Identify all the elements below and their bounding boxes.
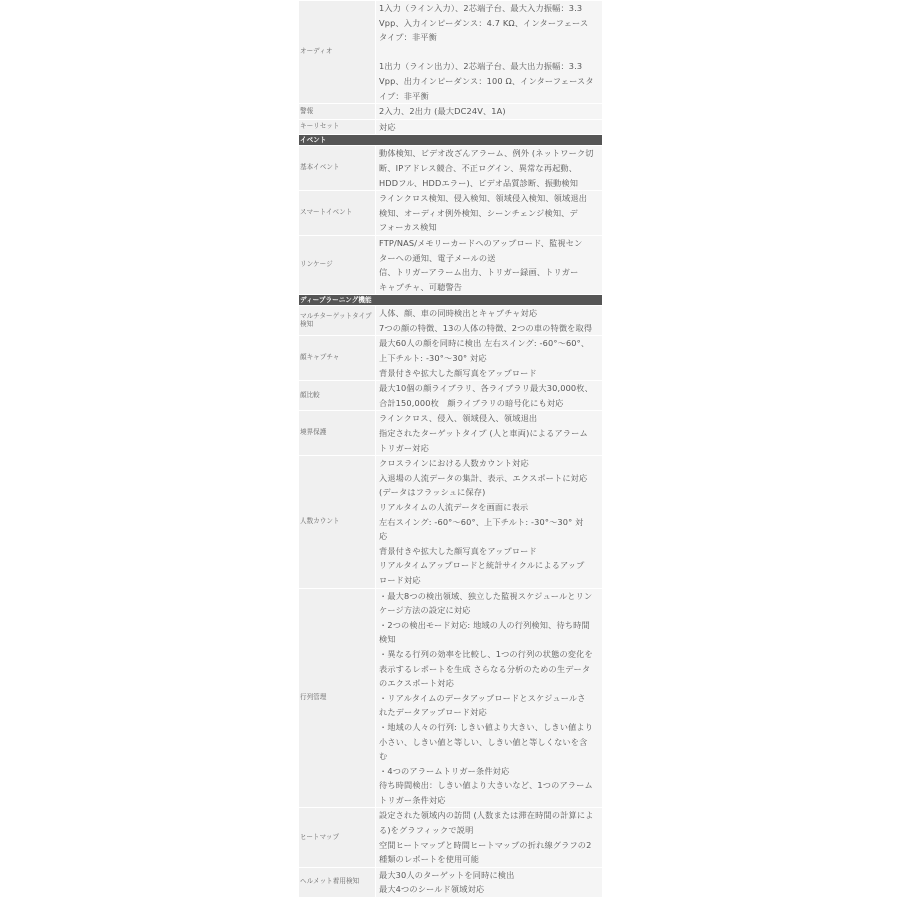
spec-table <box>298 0 603 898</box>
spec-value-gap <box>379 45 599 60</box>
spec-value-line: 小さい、しきい値と等しい、しきい値と等しくないを含 <box>379 736 588 747</box>
spec-row <box>299 104 603 120</box>
spec-value <box>376 411 603 456</box>
spec-value <box>376 336 603 381</box>
spec-value <box>376 867 603 897</box>
spec-value <box>376 1 603 104</box>
spec-value-line: ・2つの検出モード対応: 地域の人の行列検知、待ち時間 <box>379 619 590 630</box>
spec-label: 顔比較 <box>299 381 376 411</box>
spec-row <box>299 306 603 336</box>
spec-value-line: ターへの通知、電子メールの送 <box>379 252 496 263</box>
spec-value-line: ロード対応 <box>379 574 421 585</box>
spec-value-line: ・4つのアラームトリガー条件対応 <box>379 765 510 776</box>
spec-value-line: 最大60人の顔を同時に検出 左右スイング: -60°～60°、 <box>379 338 590 349</box>
spec-value-line: 人体、顔、車の同時検出とキャプチャ対応 <box>379 308 538 319</box>
spec-label: 顔キャプチャ <box>299 336 376 381</box>
spec-value-line: 背景付きや拡大した顔写真をアップロード <box>379 545 537 556</box>
spec-label: ヒートマップ <box>299 808 376 867</box>
spec-value-line: 入退場の人流データの集計、表示、エクスポートに対応 <box>379 472 588 483</box>
spec-value-line: トリガー条件対応 <box>379 794 446 805</box>
spec-value <box>376 235 603 294</box>
spec-value-line: 動体検知、ビデオ改ざんアラーム、例外 (ネットワーク切 <box>379 148 594 159</box>
spec-value-line: 1入力（ライン入力）、2芯端子台、最大入力振幅：3.3 <box>379 3 583 13</box>
spec-table-body <box>299 1 603 898</box>
spec-value-line: キャプチャ、可聴警告 <box>379 281 463 292</box>
spec-label: スマートイベント <box>299 191 376 236</box>
section-header-row <box>299 135 603 146</box>
spec-row <box>299 381 603 411</box>
spec-value-line: タイプ：非平衡 <box>379 32 437 43</box>
spec-value-line: 指定されたターゲットタイプ (人と車両)によるアラーム <box>379 428 588 439</box>
spec-value <box>376 306 603 336</box>
spec-label: 境界保護 <box>299 411 376 456</box>
spec-value <box>376 456 603 588</box>
spec-value-line: 背景付きや拡大した顔写真をアップロード <box>379 367 537 378</box>
spec-row <box>299 588 603 808</box>
spec-row <box>299 411 603 456</box>
spec-row <box>299 191 603 236</box>
spec-value-line: ラインクロス、侵入、領域侵入、領域退出 <box>379 413 538 424</box>
spec-value-line: Vpp、入力インピーダンス：4.7 KΩ、インターフェース <box>379 17 589 28</box>
spec-value-line: 表示するレポートを生成 さらなる分析のための生データ <box>379 663 591 674</box>
spec-label: オーディオ <box>299 1 376 104</box>
section-header: ディープラーニング機能 <box>299 295 603 306</box>
spec-row <box>299 336 603 381</box>
spec-label: リンケージ <box>299 235 376 294</box>
spec-value-line: 空間ヒートマップと時間ヒートマップの折れ線グラフの2 <box>379 839 592 850</box>
spec-row <box>299 808 603 867</box>
spec-value-line: 信、トリガーアラーム出力、トリガー録画、トリガー <box>379 267 579 278</box>
spec-value-line: のエクスポート対応 <box>379 678 454 689</box>
spec-value-line: 検知、オーディオ例外検知、シーンチェンジ検知、デ <box>379 207 578 218</box>
spec-value-line: イプ：非平衡 <box>379 90 429 101</box>
spec-value-line: 待ち時間検出：しきい値より大きいなど、1つのアラーム <box>379 780 593 791</box>
spec-value-line: 最大10個の顔ライブラリ、各ライブラリ最大30,000枚、 <box>379 383 593 394</box>
spec-value-line: フォーカス検知 <box>379 222 437 233</box>
spec-value-line: 応 <box>379 531 388 542</box>
spec-value-line: れたデータアップロード対応 <box>379 707 487 718</box>
spec-value <box>376 191 603 236</box>
spec-value-line: る)をグラフィックで説明 <box>379 825 474 836</box>
spec-label: マルチターゲットタイプ検知 <box>299 306 376 336</box>
spec-value-line: 2入力、2出力 (最大DC24V、1A) <box>379 106 506 117</box>
spec-row <box>299 119 603 135</box>
spec-label: キーリセット <box>299 119 376 135</box>
spec-value-line: トリガー対応 <box>379 442 429 453</box>
spec-label: 基本イベント <box>299 146 376 191</box>
spec-value-line: (データはフラッシュに保存) <box>379 487 486 498</box>
spec-row <box>299 235 603 294</box>
spec-value-line: 対応 <box>379 121 396 132</box>
spec-label: 行列管理 <box>299 588 376 808</box>
spec-value-line: 最大30人のターゲットを同時に検出 <box>379 869 515 880</box>
spec-value-line: Vpp、出力インピーダンス：100 Ω、インターフェースタ <box>379 75 594 86</box>
spec-label: ヘルメット着用検知 <box>299 867 376 897</box>
spec-value-line: HDDフル、HDDエラー)、ビデオ品質診断、振動検知 <box>379 177 579 188</box>
spec-value-line: ・異なる行列の効率を比較し、1つの行列の状態の変化を <box>379 648 593 659</box>
spec-value-line: ラインクロス検知、侵入検知、領域侵入検知、領域退出 <box>379 193 588 204</box>
spec-value <box>376 381 603 411</box>
spec-row <box>299 867 603 897</box>
spec-value <box>376 146 603 191</box>
spec-value-line: 合計150,000枚 顔ライブラリの暗号化にも対応 <box>379 397 564 408</box>
spec-row <box>299 146 603 191</box>
spec-value <box>376 119 603 135</box>
spec-value-line: 最大4つのシールド領域対応 <box>379 884 485 895</box>
spec-label: 警報 <box>299 104 376 120</box>
spec-value-line: 断、IPアドレス競合、不正ログイン、異常な再起動、 <box>379 162 578 173</box>
section-header: イベント <box>299 135 603 146</box>
spec-row <box>299 1 603 104</box>
spec-value-line: ・地域の人々の行列: しきい値より大きい、しきい値より <box>379 721 594 732</box>
spec-value-line: ・リアルタイムのデータアップロードとスケジュールさ <box>379 692 586 703</box>
spec-value-line: 7つの顔の特徴、13の人体の特徴、2つの車の特徴を取得 <box>379 322 593 333</box>
spec-value-line: FTP/NAS/メモリーカードへのアップロード、監視セン <box>379 237 583 248</box>
spec-row <box>299 456 603 588</box>
spec-value-line: 1出力（ライン出力）、2芯端子台、最大出力振幅：3.3 <box>379 61 583 72</box>
spec-value <box>376 588 603 808</box>
section-header-row <box>299 295 603 306</box>
spec-value-line: 種類のレポートを使用可能 <box>379 854 480 865</box>
spec-value-line: ケージ方法の設定に対応 <box>379 605 471 616</box>
spec-value-line: 検知 <box>379 634 396 645</box>
spec-value-line: ・最大8つの検出領域、独立した監視スケジュールとリン <box>379 590 593 601</box>
spec-value <box>376 808 603 867</box>
spec-value-line: 左右スイング: -60°～60°、上下チルト: -30°～30° 対 <box>379 516 584 527</box>
spec-value-line: リアルタイムの人流データを画面に表示 <box>379 502 529 512</box>
spec-value-line: 設定された領域内の訪問 (人数または滞在時間の計算によ <box>379 810 594 821</box>
spec-label: 人数カウント <box>299 456 376 588</box>
spec-value-line: クロスラインにおける人数カウント対応 <box>379 458 529 469</box>
spec-value-line: 上下チルト: -30°～30° 対応 <box>379 353 487 364</box>
spec-value-line: む <box>379 751 388 762</box>
spec-value <box>376 104 603 120</box>
spec-value-line: リアルタイムアップロードと統計サイクルによるアップ <box>379 560 585 571</box>
